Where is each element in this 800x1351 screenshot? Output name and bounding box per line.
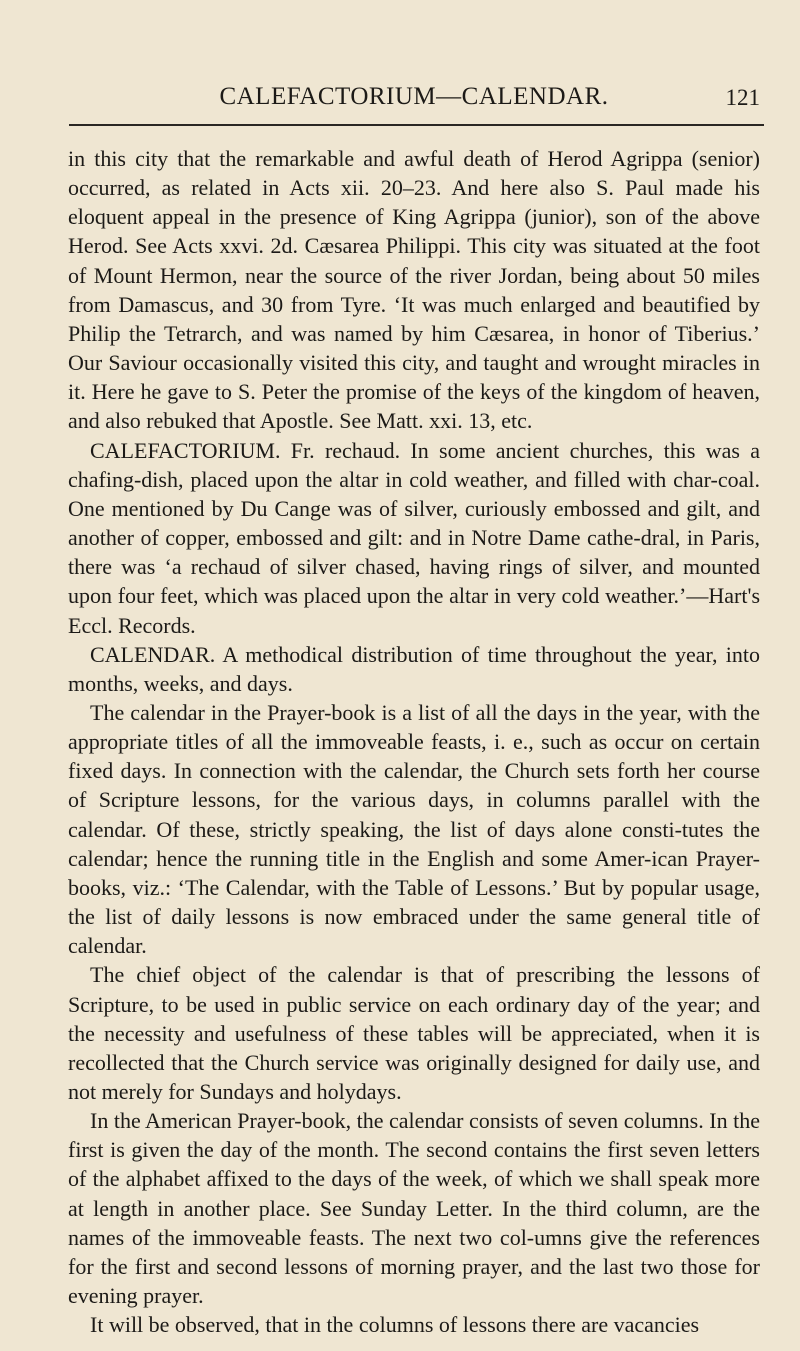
running-title: CALEFACTORIUM—CALENDAR.: [219, 83, 609, 110]
paragraph-vacancies: It will be observed, that in the columns of lessons there are vacancies: [90, 1312, 700, 1338]
paragraph-calendar-prayer-book: The calendar in the Prayer-book is a list of all the days in the year, with the appropriate titles of all the immoveable feasts, i. e., such as occur on certain fixed days. In connection with the calendar, the Church sets forth her course of Scripture lessons, for the various days, in columns parallel with the calendar. Of these, strictly speaking, the list of days alone consti-tutes the calendar; hence the running title in the English and some Amer-ican Prayer-books, viz.: ‘The Calendar, with the Table of Lessons.’ But by popular usage, the list of daily lessons is now embraced under the same general title of calendar.: [68, 699, 760, 959]
running-header: [68, 83, 760, 119]
entry-calendar: CALENDAR. A methodical distribution of time throughout the year, into months, weeks, and days.: [68, 641, 760, 696]
paragraph-calendar-object: The chief object of the calendar is that of prescribing the lessons of Scripture, to be used in public service on each ordinary day of the year; and the necessity and usefulness of these tables will be appreciated, when it is recollected that the Church service was originally designed for daily use, and not merely for Sundays and holydays.: [68, 962, 760, 1104]
paragraph-american-prayer-book: In the American Prayer-book, the calendar consists of seven columns. In the first is given the day of the month. The second contains the first seven letters of the alphabet affixed to the days of the week, of which we shall speak more at length in another place. See Sunday Letter. In the third column, are the names of the immoveable feasts. The next two col-umns give the references for the first and second lessons of morning prayer, and the last two those for evening prayer.: [68, 1108, 760, 1309]
paragraph-caesarea-continued: in this city that the remarkable and awful death of Herod Agrippa (senior) occurred, as related in Acts xii. 20–23. And here also S. Paul made his eloquent appeal in the presence of King Agrippa (junior), son of the above Herod. See Acts xxvi. 2d. Cæsarea Philippi. This city was situated at the foot of Mount Hermon, near the source of the river Jordan, being about 50 miles from Damascus, and 30 from Tyre. ‘It was much enlarged and beautified by Philip the Tetrarch, and was named by him Cæsarea, in honor of Tiberius.’ Our Saviour occasionally visited this city, and taught and wrought miracles in it. Here he gave to S. Peter the promise of the keys of the kingdom of heaven, and also rebuked that Apostle. See Matt. xxi. 13, etc.: [68, 146, 760, 434]
page-number: 121: [725, 85, 760, 110]
entry-calefactorium: CALEFACTORIUM. Fr. rechaud. In some ancient churches, this was a chafing-dish, placed upon the altar in cold weather, and filled with char-coal. One mentioned by Du Cange was of silver, curiously embossed and gilt, and another of copper, embossed and gilt: and in Notre Dame cathe-dral, in Paris, there was ‘a rechaud of silver chased, having rings of silver, and mounted upon four feet, which was placed upon the altar in very cold weather.’—Hart's Eccl. Records.: [68, 437, 760, 638]
body-text: [68, 144, 760, 1339]
header-rule: [69, 124, 764, 126]
